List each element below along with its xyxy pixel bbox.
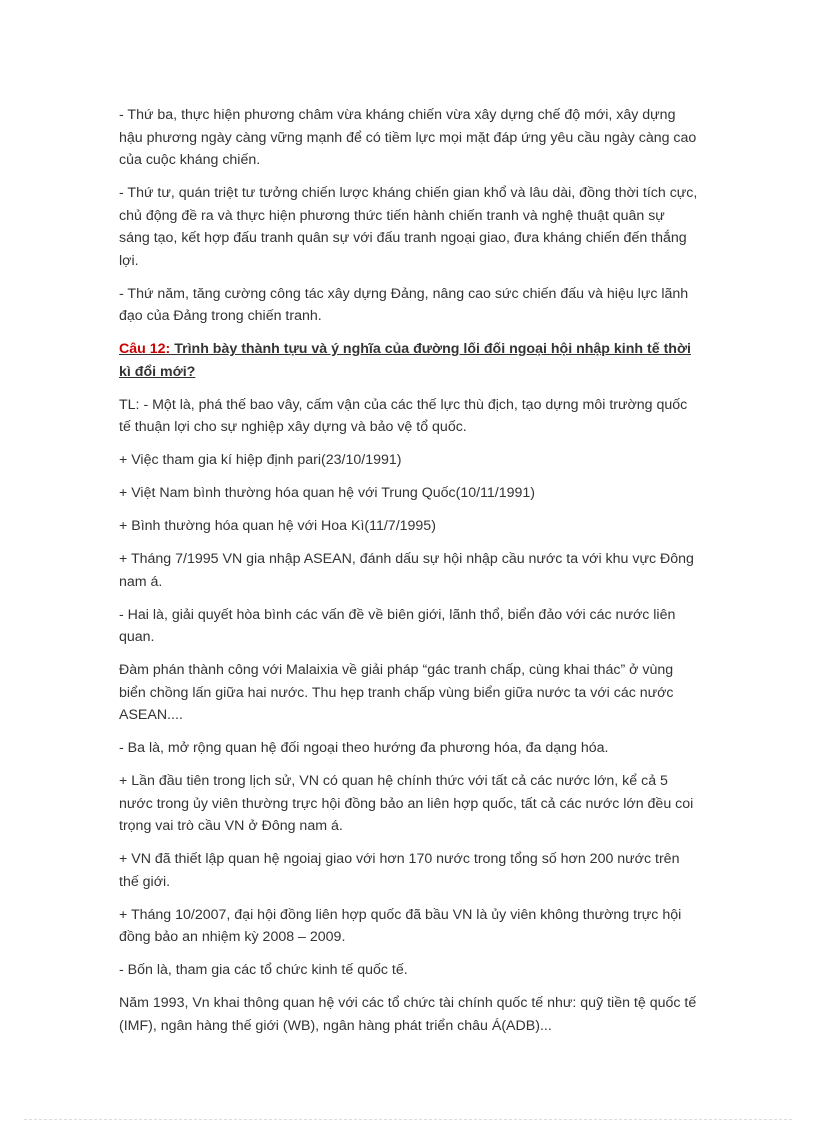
answer-item-china: + Việt Nam bình thường hóa quan hệ với Trung Quốc(10/11/1991) bbox=[119, 485, 536, 501]
paragraph-thu-nam: - Thứ năm, tăng cường công tác xây dựng Đảng, nâng cao sức chiến đấu và hiệu lực lãnh đạo của Đảng trong chiến tranh. bbox=[119, 285, 689, 324]
paragraph-thu-tu: - Thứ tư, quán triệt tư tưởng chiến lược kháng chiến gian khổ và lâu dài, đồng thời tích cực, chủ động đề ra và thực hiện phương thức tiến hành chiến tranh và nghệ thuật quân sự sáng tạo, kết hợp đấu tranh quân sự với đấu tranh ngoại giao, đưa kháng chiến đến thắng lợi. bbox=[119, 185, 698, 269]
page-bottom-divider bbox=[24, 1119, 792, 1120]
question-text: Trình bày thành tựu và ý nghĩa của đường lối đối ngoại hội nhập kinh tế thời kì đổi mới? bbox=[119, 341, 691, 380]
answer-item-major-powers: + Lần đầu tiên trong lịch sử, VN có quan hệ chính thức với tất cả các nước lớn, kể cả 5 nước trong ủy viên thường trực hội đồng bảo an liên hợp quốc, tất cả các nước lớn đều coi trọng vai trò cầu VN ở Đông nam á. bbox=[119, 773, 694, 834]
answer-intro: TL: - Một là, phá thế bao vây, cấm vận của các thế lực thù địch, tạo dựng môi trường quốc tế thuận lợi cho sự nghiệp xây dựng và bảo vệ tổ quốc. bbox=[119, 396, 688, 435]
answer-hai-la: - Hai là, giải quyết hòa bình các vấn đề về biên giới, lãnh thổ, biển đảo với các nước liên quan. bbox=[119, 606, 676, 645]
answer-ba-la: - Ba là, mở rộng quan hệ đối ngoại theo hướng đa phương hóa, đa dạng hóa. bbox=[119, 740, 609, 756]
answer-bon-la: - Bốn là, tham gia các tổ chức kinh tế quốc tế. bbox=[119, 962, 408, 978]
question-heading bbox=[119, 338, 699, 383]
answer-item-paris: + Việc tham gia kí hiệp định pari(23/10/1991) bbox=[119, 452, 402, 468]
paragraph-thu-ba: - Thứ ba, thực hiện phương châm vừa kháng chiến vừa xây dựng chế độ mới, xây dựng hậu phương ngày càng vững mạnh để có tiềm lực mọi mặt đáp ứng yêu cầu ngày càng cao của cuộc kháng chiến. bbox=[119, 107, 697, 168]
answer-item-usa: + Bình thường hóa quan hệ với Hoa Kì(11/7/1995) bbox=[119, 518, 436, 534]
answer-item-asean: + Tháng 7/1995 VN gia nhập ASEAN, đánh dấu sự hội nhập cầu nước ta với khu vực Đông nam á. bbox=[119, 551, 694, 590]
document-body bbox=[119, 104, 699, 1048]
answer-1993: Năm 1993, Vn khai thông quan hệ với các tổ chức tài chính quốc tế như: quỹ tiền tệ quốc tế (IMF), ngân hàng thế giới (WB), ngân hàng phát triển châu Á(ADB)... bbox=[119, 995, 697, 1034]
answer-item-170-countries: + VN đã thiết lập quan hệ ngoiaj giao với hơn 170 nước trong tổng số hơn 200 nước trên thế giới. bbox=[119, 851, 680, 890]
answer-malaixia: Đàm phán thành công với Malaixia về giải pháp “gác tranh chấp, cùng khai thác” ở vùng biển chồng lấn giữa hai nước. Thu hẹp tranh chấp vùng biển giữa nước ta với các nước ASEAN.... bbox=[119, 662, 674, 723]
answer-item-security-council: + Tháng 10/2007, đại hội đồng liên hợp quốc đã bầu VN là ủy viên không thường trực hội đồng bảo an nhiệm kỳ 2008 – 2009. bbox=[119, 906, 682, 945]
question-label: Câu 12: bbox=[119, 341, 171, 357]
